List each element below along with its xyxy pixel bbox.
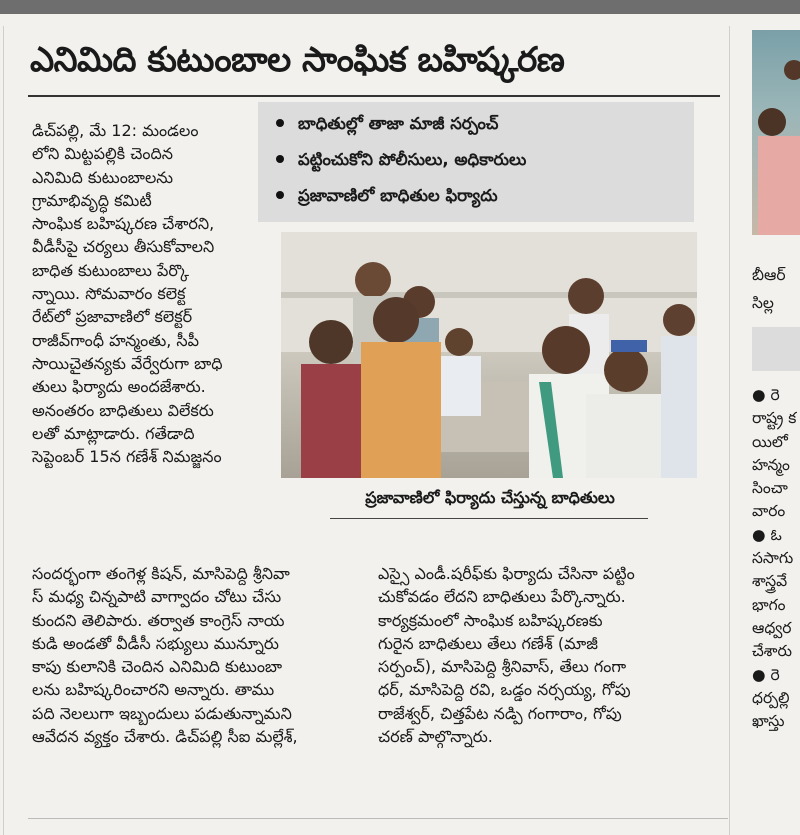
adjacent-highlight-box xyxy=(752,327,800,371)
adjacent-article-text: ● రె రాష్ట్ర క యిలో హన్మం సించా వారం ● ఓ ససాగు శాస్త్రవే భాగం ఆధ్వర చేశారు ● రె ధర్పల్లి ఖాస్తు xyxy=(752,386,797,731)
text-line: తులు ఫిర్యాదు అందజేశారు. xyxy=(32,377,206,397)
adjacent-headline-line: సిల్ల xyxy=(752,294,774,312)
bottom-rule xyxy=(28,818,728,819)
text-line: కుడి అండతో వీడీసీ సభ్యులు మున్నూరు xyxy=(32,633,279,653)
text-line: డిచ్‌పల్లి, మే 12: మండలం xyxy=(32,121,199,140)
left-column-rule xyxy=(3,26,4,835)
adjacent-photo-illustration xyxy=(752,30,800,235)
text-line: సందర్భంగా తంగెళ్ల కిషన్, మాసిపెద్ది శ్రీనివా xyxy=(32,564,290,583)
text-line: లను బహిష్కరించారని అన్నారు. తాము xyxy=(32,680,275,700)
text-line: చుకోవడం లేదని బాధితులు పేర్కొన్నారు. xyxy=(378,587,626,607)
text-line: ఎస్సై ఎండీ.షరీఫ్‌కు ఫిర్యాదు చేసినా పట్టిం xyxy=(378,564,635,583)
bullet-icon xyxy=(276,155,284,163)
article-column-1 xyxy=(32,119,270,468)
text-line: ధర్, మాసిపెద్ది రవి, ఒడ్డం నర్సయ్య, గోపు xyxy=(378,680,631,700)
column-divider xyxy=(729,26,730,835)
text-line: కాపు కులానికి చెందిన ఎనిమిది కుటుంబా xyxy=(32,657,283,677)
text-line: చరణ్ పాల్గొన్నారు. xyxy=(378,727,493,747)
headline-rule xyxy=(28,95,720,97)
text-line: అనంతరం బాధితులు విలేకరు xyxy=(32,400,214,420)
highlight-item: పట్టించుకోని పోలీసులు, అధికారులు xyxy=(276,150,526,173)
article-headline: ఎనిమిది కుటుంబాల సాంఘిక బహిష్కరణ xyxy=(30,40,565,80)
news-photo xyxy=(281,232,697,478)
photo-illustration xyxy=(281,232,697,478)
caption-rule xyxy=(330,518,648,519)
text-line: ఆవేదన వ్యక్తం చేశారు. డిచ్‌పల్లి సీఐ మల్లేశ్, xyxy=(32,727,298,747)
text-line: రేట్‌లో ప్రజావాణిలో కలెక్టర్ xyxy=(32,307,193,327)
text-line: ఎనిమిది కుటుంబాలను xyxy=(32,167,174,187)
highlight-item: ప్రజావాణిలో బాధితుల ఫిర్యాదు xyxy=(276,186,498,209)
text-line: గ్రామాభివృద్ధి కమిటీ xyxy=(32,190,152,210)
text-line: కార్యక్రమంలో సాంఘిక బహిష్కరణకు xyxy=(378,610,603,630)
text-line: రాజేశ్వర్, చిత్తపేట నడ్పి గంగారాం, గోపు xyxy=(378,703,622,723)
bullet-icon xyxy=(276,191,284,199)
top-bar xyxy=(0,0,800,14)
text-line: లతో మాట్లాడారు. గతేడాది xyxy=(32,423,195,443)
text-line: స్ మధ్య చిన్నపాటి వాగ్వాదం చోటు చేసు xyxy=(32,587,282,607)
text-line: వీడీసీపై చర్యలు తీసుకోవాలని xyxy=(32,237,215,257)
text-line: సర్పంచ్), మాసిపెద్ది శ్రీనివాస్, తేలు గంగా xyxy=(378,657,627,677)
photo-caption: ప్రజావాణిలో ఫిర్యాదు చేస్తున్న బాధితులు xyxy=(365,488,615,507)
highlights-box xyxy=(258,102,694,222)
text-line: సెప్టెంబర్ 15న గణేశ్ నిమజ్జనం xyxy=(32,447,222,467)
adjacent-article-photo xyxy=(752,30,800,235)
text-line: గురైన బాధితులు తేలు గణేశ్ (మాజీ xyxy=(378,633,598,653)
text-line: పది నెలలుగా ఇబ్బందులు పడుతున్నామని xyxy=(32,703,292,723)
text-line: సాంఘిక బహిష్కరణ చేశారని, xyxy=(32,214,215,234)
text-line: న్నాయి. సోమవారం కలెక్ట xyxy=(32,284,186,304)
text-line: లోని మిట్టపల్లికి చెందిన xyxy=(32,144,174,164)
bullet-icon xyxy=(276,119,284,127)
article-column-3 xyxy=(378,562,698,748)
text-line: సాయిచైతన్యకు వేర్వేరుగా బాధి xyxy=(32,353,223,373)
text-line: కుందని తెలిపారు. తర్వాత కాంగ్రెస్ నాయ xyxy=(32,610,285,630)
text-line: రాజీవ్‌గాంధీ హన్మంతు, సీపీ xyxy=(32,330,200,350)
text-line: బాధిత కుటుంబాలు పేర్కొ xyxy=(32,260,189,280)
highlight-item: బాధితుల్లో తాజా మాజీ సర్పంచ్ xyxy=(276,114,498,137)
adjacent-headline-line: బీఆర్ xyxy=(752,266,786,284)
article-column-2 xyxy=(32,562,362,748)
